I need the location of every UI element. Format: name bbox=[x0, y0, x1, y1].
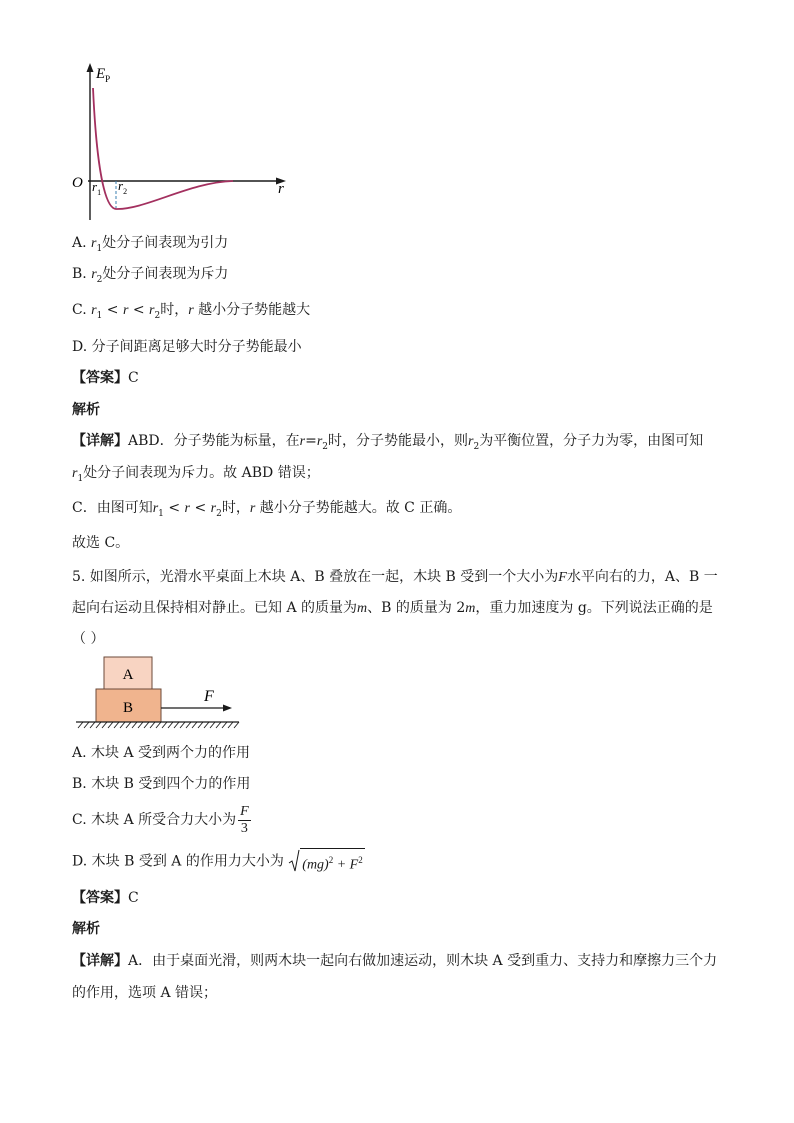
y-axis-label: $E_P$ bbox=[96, 66, 111, 84]
q4-answer: 【答案】C bbox=[72, 370, 139, 386]
q5-stem-line3: （ ） bbox=[72, 631, 105, 647]
q5-option-a: A. 木块 A 受到两个力的作用 bbox=[72, 745, 251, 761]
x-axis-label: r bbox=[278, 181, 284, 197]
y-axis-arrow bbox=[87, 63, 94, 72]
q5-detail-line2: 的作用，选项 A 错误； bbox=[72, 985, 218, 1001]
q5-analysis-heading: 解析 bbox=[72, 921, 100, 937]
block-a-label: A bbox=[122, 667, 134, 683]
q4-detail-line1: 【详解】ABD．分子势能为标量，在$r=r_2$时，分子势能最小，则$r_2$为平衡位置，分子力为零，由图可知 bbox=[72, 433, 704, 452]
q5-option-d: D. 木块 B 受到 A 的作用力大小为 $(mg)^2 + F^2$ bbox=[72, 848, 365, 875]
q4-option-b: B. $r_2$处分子间表现为斥力 bbox=[72, 266, 229, 285]
q5-answer: 【答案】C bbox=[72, 890, 139, 906]
q5-detail-line1: 【详解】A．由于桌面光滑，则两木块一起向右做加速运动，则木块 A 受到重力、支持力和摩擦力三个力 bbox=[72, 953, 718, 969]
blocks-figure bbox=[74, 655, 244, 733]
r1-label: $r_1$ bbox=[92, 179, 102, 197]
q5-stem-line2: 起向右运动且保持相对静止。已知 A 的质量为m、B 的质量为 2m，重力加速度为 g。下列说法正确的是 bbox=[72, 600, 713, 616]
q4-conclusion: 故选 C。 bbox=[72, 535, 130, 551]
q4-option-d: D. 分子间距离足够大时分子势能最小 bbox=[72, 339, 302, 355]
q5-option-c: C. 木块 A 所受合力大小为 $\frac{F}{3}$ bbox=[72, 803, 249, 836]
origin-label: O bbox=[72, 175, 83, 191]
q5-stem-line1: 5. 如图所示，光滑水平桌面上木块 A、B 叠放在一起，木块 B 受到一个大小为F水平向右的力，A、B 一 bbox=[72, 569, 718, 585]
q4-analysis-heading: 解析 bbox=[72, 402, 100, 418]
sqrt-formula: $(mg)^2 + F^2$ bbox=[288, 848, 364, 875]
q4-option-c: C. $r_1 < r < r_2$时，r 越小分子势能越大 bbox=[72, 302, 311, 321]
potential-energy-curve bbox=[93, 88, 233, 209]
force-arrowhead bbox=[223, 705, 232, 712]
force-label: F bbox=[204, 688, 214, 705]
ground-hatching bbox=[78, 722, 239, 728]
fraction-f-over-3: $\frac{F}{3}$ bbox=[240, 803, 249, 836]
block-b-label: B bbox=[122, 700, 134, 716]
r2-label: $r_2$ bbox=[118, 178, 128, 196]
q4-option-a: A. $r_1$处分子间表现为引力 bbox=[72, 235, 229, 254]
q4-detail-line2: $r_1$处分子间表现为斥力。故 ABD 错误； bbox=[72, 465, 320, 484]
q4-detail-line3: C．由图可知$r_1 < r < r_2$时，r 越小分子势能越大。故 C 正确。 bbox=[72, 500, 462, 519]
potential-energy-graph bbox=[70, 60, 300, 225]
q5-option-b: B. 木块 B 受到四个力的作用 bbox=[72, 776, 251, 792]
